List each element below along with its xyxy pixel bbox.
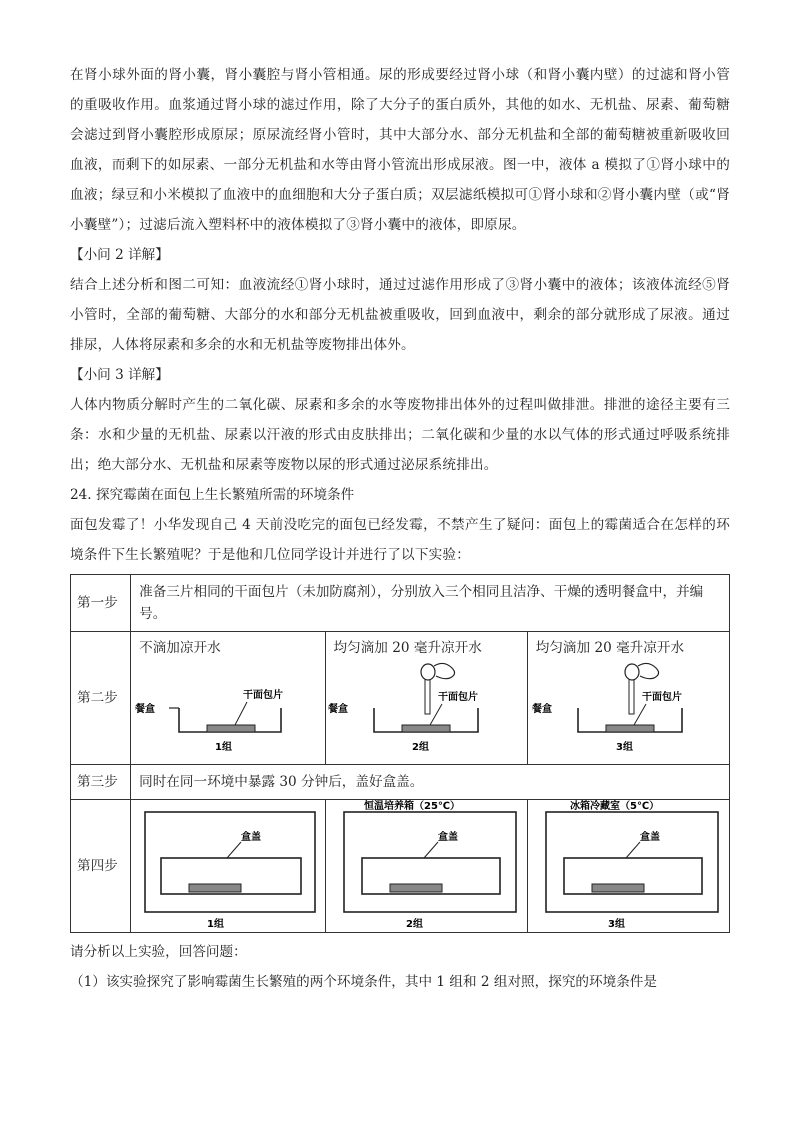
step2-group2-cell: [325, 632, 527, 765]
group3-dish-dropper-illustration: [528, 632, 734, 764]
step2-caption-1: 不滴加凉开水: [139, 640, 221, 656]
table-row-step2: [71, 632, 730, 765]
step4-group2-cell: [325, 800, 527, 933]
group3-fridge-illustration: [528, 800, 734, 932]
dish-label-1: 餐盒: [135, 704, 156, 715]
heading-subquestion-3: 【小问 3 详解】: [70, 367, 169, 383]
step1-text: 准备三片相同的干面包片（未加防腐剂），分别放入三个相同且洁净、干燥的透明餐盒中，并编号。: [131, 575, 730, 632]
table-row-step1: [71, 575, 730, 632]
paragraph-explanation-2: 结合上述分析和图二可知：血液流经①肾小球时，通过过滤作用形成了③肾小囊中的液体；该液体流经⑤肾小管时，全部的葡萄糖、大部分的水和部分无机盐被重吸收，回到血液中，剩余的部分就形成了尿液。通过排尿，人体将尿素和多余的水和无机盐等废物排出体外。: [70, 277, 730, 353]
step4-group1-cell: [131, 800, 325, 933]
step2-caption-3: 均匀滴加 20 毫升凉开水: [535, 640, 685, 656]
paragraph-explanation-3: 人体内物质分解时产生的二氧化碳、尿素和多余的水等废物排出体外的过程叫做排泄。排泄的途径主要有三条：水和少量的无机盐、尿素以汗液的形式由皮肤排出；二氧化碳和少量的水以气体的形式通过呼吸系统排出；绝大部分水、无机盐和尿素等废物以尿的形式通过泌尿系统排出。: [70, 397, 730, 473]
group1-dish-illustration: [131, 632, 329, 764]
document-page: [70, 60, 730, 997]
group-label-2: 2组: [411, 742, 429, 753]
group-label-1: 1组: [215, 742, 233, 753]
heading-subquestion-2: 【小问 2 详解】: [70, 247, 169, 263]
step3-label: 第三步: [71, 765, 131, 800]
env-label-3: 冰箱冷藏室（5℃）: [569, 801, 659, 812]
step4-group-label-3: 3组: [607, 919, 625, 930]
lid-label-2: 盒盖: [437, 832, 458, 843]
step4-group-label-2: 2组: [405, 919, 423, 930]
group-label-3: 3组: [615, 742, 633, 753]
experiment-table: [70, 574, 730, 933]
step4-group3-cell: [527, 800, 729, 933]
step4-group-label-1: 1组: [207, 919, 225, 930]
env-label-2: 恒温培养箱（25℃）: [363, 801, 460, 812]
bread-label-2: 干面包片: [437, 692, 478, 703]
step2-label: 第二步: [71, 632, 131, 765]
after-table-prompt: 请分析以上实验，回答问题：: [70, 944, 247, 960]
step2-group1-cell: [131, 632, 325, 765]
step2-caption-2: 均匀滴加 20 毫升凉开水: [333, 640, 482, 656]
bread-label-1: 干面包片: [243, 690, 284, 701]
bread-label-3: 干面包片: [641, 692, 682, 703]
question-24-title: 24. 探究霉菌在面包上生长繁殖所需的环境条件: [70, 487, 355, 503]
table-row-step4: [71, 800, 730, 933]
step3-text: 同时在同一环境中暴露 30 分钟后，盖好盒盖。: [131, 765, 730, 800]
step4-label: 第四步: [71, 800, 131, 933]
lid-label-1: 盒盖: [241, 832, 262, 843]
group2-incubator-illustration: [326, 800, 532, 932]
lid-label-3: 盒盖: [639, 832, 660, 843]
question-1: （1）该实验探究了影响霉菌生长繁殖的两个环境条件，其中 1 组和 2 组对照，探究的环境条件是: [70, 974, 657, 990]
step2-group3-cell: [527, 632, 729, 765]
group2-dish-dropper-illustration: [326, 632, 532, 764]
dish-label-2: 餐盒: [327, 704, 348, 715]
paragraph-explanation-1: 在肾小球外面的肾小囊，肾小囊腔与肾小管相通。尿的形成要经过肾小球（和肾小囊内壁）的过滤和肾小管的重吸收作用。血浆通过肾小球的滤过作用，除了大分子的蛋白质外，其他的如水、无机盐、尿素、葡萄糖会滤过到肾小囊腔形成原尿；原尿流经肾小管时，其中大部分水、部分无机盐和全部的葡萄糖被重新吸收回血液，而剩下的如尿素、一部分无机盐和水等由肾小管流出形成尿液。图一中，液体 a 模拟了①肾小球中的血液；绿豆和小米模拟了血液中的血细胞和大分子蛋白质；双层滤纸模拟可①肾小球和②肾小囊内壁（或“肾小囊壁”）；过滤后流入塑料杯中的液体模拟了③肾小囊中的液体，即原尿。: [70, 67, 730, 233]
step1-label: 第一步: [71, 575, 131, 632]
question-24-intro: 面包发霉了！小华发现自己 4 天前没吃完的面包已经发霉，不禁产生了疑问：面包上的霉菌适合在怎样的环境条件下生长繁殖呢？于是他和几位同学设计并进行了以下实验：: [70, 517, 730, 563]
dish-label-3: 餐盒: [531, 704, 552, 715]
group1-covered-dish-illustration: [131, 800, 329, 932]
table-row-step3: [71, 765, 730, 800]
